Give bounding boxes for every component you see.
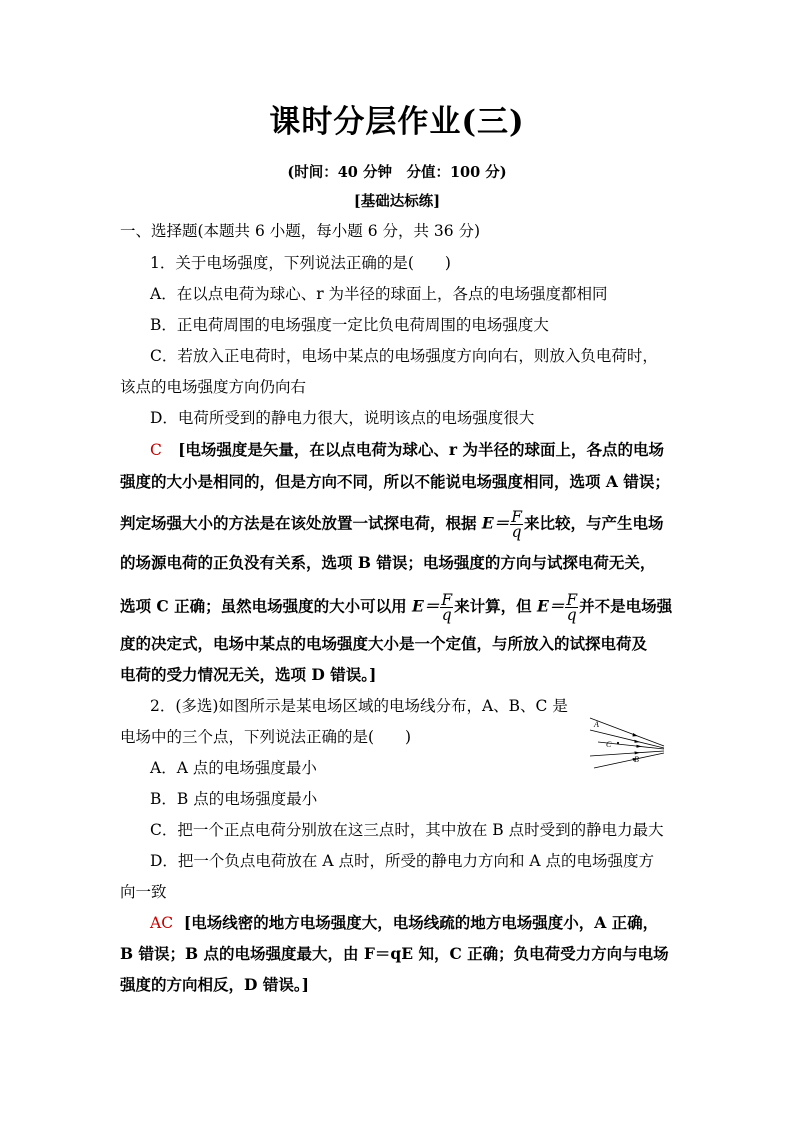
label-b: B [634,755,639,764]
q2-option-c: C．把一个正点电荷分别放在这三点时，其中放在 B 点时受到的静电力最大 [150,821,664,839]
q2-answer: AC [150,914,174,932]
arrow-head [633,733,639,737]
field-line [590,718,664,746]
q2-option-b: B．B 点的电场强度最小 [150,790,318,808]
page-title: 课时分层作业(三) [269,104,525,140]
label-a: A [594,720,599,729]
fraction-f-over-q: $\frac{F}{q}$ [511,508,522,541]
q1-explanation-line1: C [电场强度是矢量，在以点电荷为球心、r 为半径的球面上，各点的电场 [150,440,664,459]
q2-explanation-line3: 强度的方向相反，D 错误。] [120,975,309,994]
q1-explanation-line2: 强度的大小是相同的，但是方向不同，所以不能说电场强度相同，选项 A 错误； [120,472,670,491]
fraction-f-over-q: $\frac{F}{q}$ [441,591,453,624]
q1-option-c-line2: 该点的电场强度方向仍向右 [120,378,307,396]
q1-option-a: A．在以点电荷为球心、r 为半径的球面上，各点的电场强度都相同 [150,285,608,303]
q1-option-b: B．正电荷周围的电场强度一定比负电荷周围的电场强度大 [150,316,549,334]
label-c: C [606,740,612,749]
q1-explanation-line7: 电荷的受力情况无关，选项 D 错误。] [120,665,377,684]
fraction-f-over-q: $\frac{F}{q}$ [566,591,578,624]
q1-explanation-line5: 选项 C 正确；虽然电场强度的大小可以用 E＝ $\frac{F}{q}$ 来计算，但 E＝ $\frac{F}{q}$ 并不是电场强 [120,591,673,624]
q2-stem-line2: 电场中的三个点，下列说法正确的是( ) [120,728,412,746]
q1-explanation-line4: 的场源电荷的正负没有关系，选项 B 错误；电场强度的方向与试探电荷无关， [120,553,656,572]
part-heading: 一、选择题(本题共 6 小题，每小题 6 分，共 36 分) [120,222,481,240]
q1-explanation-line6: 度的决定式，电场中某点的电场强度大小是一个定值，与所放入的试探电荷及 [120,634,648,653]
q2-option-d-line1: D．把一个负点电荷放在 A 点时，所受的静电力方向和 A 点的电场强度方 [150,852,655,870]
q2-stem-line1: 2．(多选)如图所示是某电场区域的电场线分布，A、B、C 是 [150,697,568,715]
section-heading: [基础达标练] [353,193,441,210]
q1-answer: C [150,441,162,459]
q2-explanation-line1: AC [电场线密的地方电场强度大，电场线疏的地方电场强度小，A 正确， [150,913,659,932]
q1-stem: 1．关于电场强度，下列说法正确的是( ) [150,254,451,272]
q1-option-c-line1: C．若放入正电荷时，电场中某点的电场强度方向向右，则放入负电荷时， [150,347,658,365]
arrow-head [637,745,643,748]
q2-explanation-line2: B 错误；B 点的电场强度最大，由 F＝qE 知，C 正确；负电荷受力方向与电场 [120,944,669,963]
q2-option-a: A．A 点的电场强度最小 [150,759,317,777]
q1-explanation-line3: 判定场强大小的方法是在该处放置一试探电荷，根据 E＝ $\frac{F}{q}$ 来比较，与产生电场 [120,508,664,541]
point-c-dot [617,742,619,744]
q1-option-d: D．电荷所受到的静电力很大，说明该点的电场强度很大 [150,409,535,427]
time-score-info: (时间：40 分钟 分值：100 分) [287,164,507,181]
q2-option-d-line2: 向一致 [120,883,167,901]
